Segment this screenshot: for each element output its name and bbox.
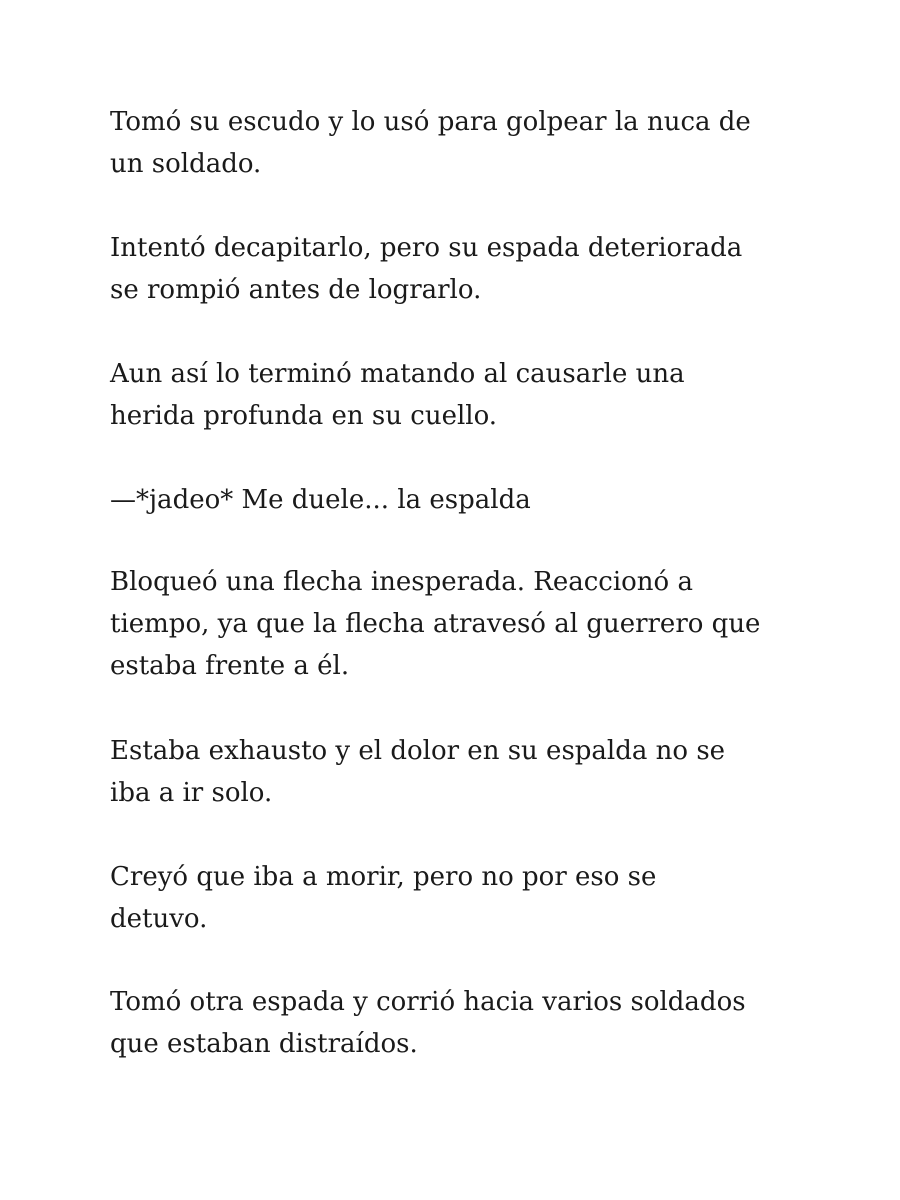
story-text	[110, 0, 810, 1200]
text-line: tiempo, ya que la flecha atravesó al guerrero que	[110, 609, 761, 639]
paragraph	[110, 101, 810, 185]
paragraph	[110, 227, 810, 311]
text-line: Tomó otra espada y corrió hacia varios soldados	[110, 987, 746, 1017]
paragraph	[110, 730, 810, 814]
text-line: Creyó que iba a morir, pero no por eso se	[110, 862, 657, 892]
paragraph	[110, 561, 810, 687]
paragraph	[110, 479, 810, 521]
paragraph	[110, 981, 810, 1065]
text-line: un soldado.	[110, 149, 262, 179]
paragraph	[110, 353, 810, 437]
text-line: se rompió antes de lograrlo.	[110, 275, 482, 305]
text-line: herida profunda en su cuello.	[110, 401, 498, 431]
text-line: Estaba exhausto y el dolor en su espalda no se	[110, 736, 726, 766]
text-line: iba a ir solo.	[110, 778, 273, 808]
text-line: Aun así lo terminó matando al causarle una	[110, 359, 685, 389]
text-line: Bloqueó una flecha inesperada. Reaccionó a	[110, 567, 693, 597]
text-line: —*jadeo* Me duele... la espalda	[110, 485, 531, 515]
text-line: Intentó decapitarlo, pero su espada deteriorada	[110, 233, 743, 263]
text-line: estaba frente a él.	[110, 651, 350, 681]
paragraph	[110, 856, 810, 940]
text-line: que estaban distraídos.	[110, 1029, 418, 1059]
text-line: detuvo.	[110, 904, 208, 934]
text-line: Tomó su escudo y lo usó para golpear la nuca de	[110, 107, 751, 137]
